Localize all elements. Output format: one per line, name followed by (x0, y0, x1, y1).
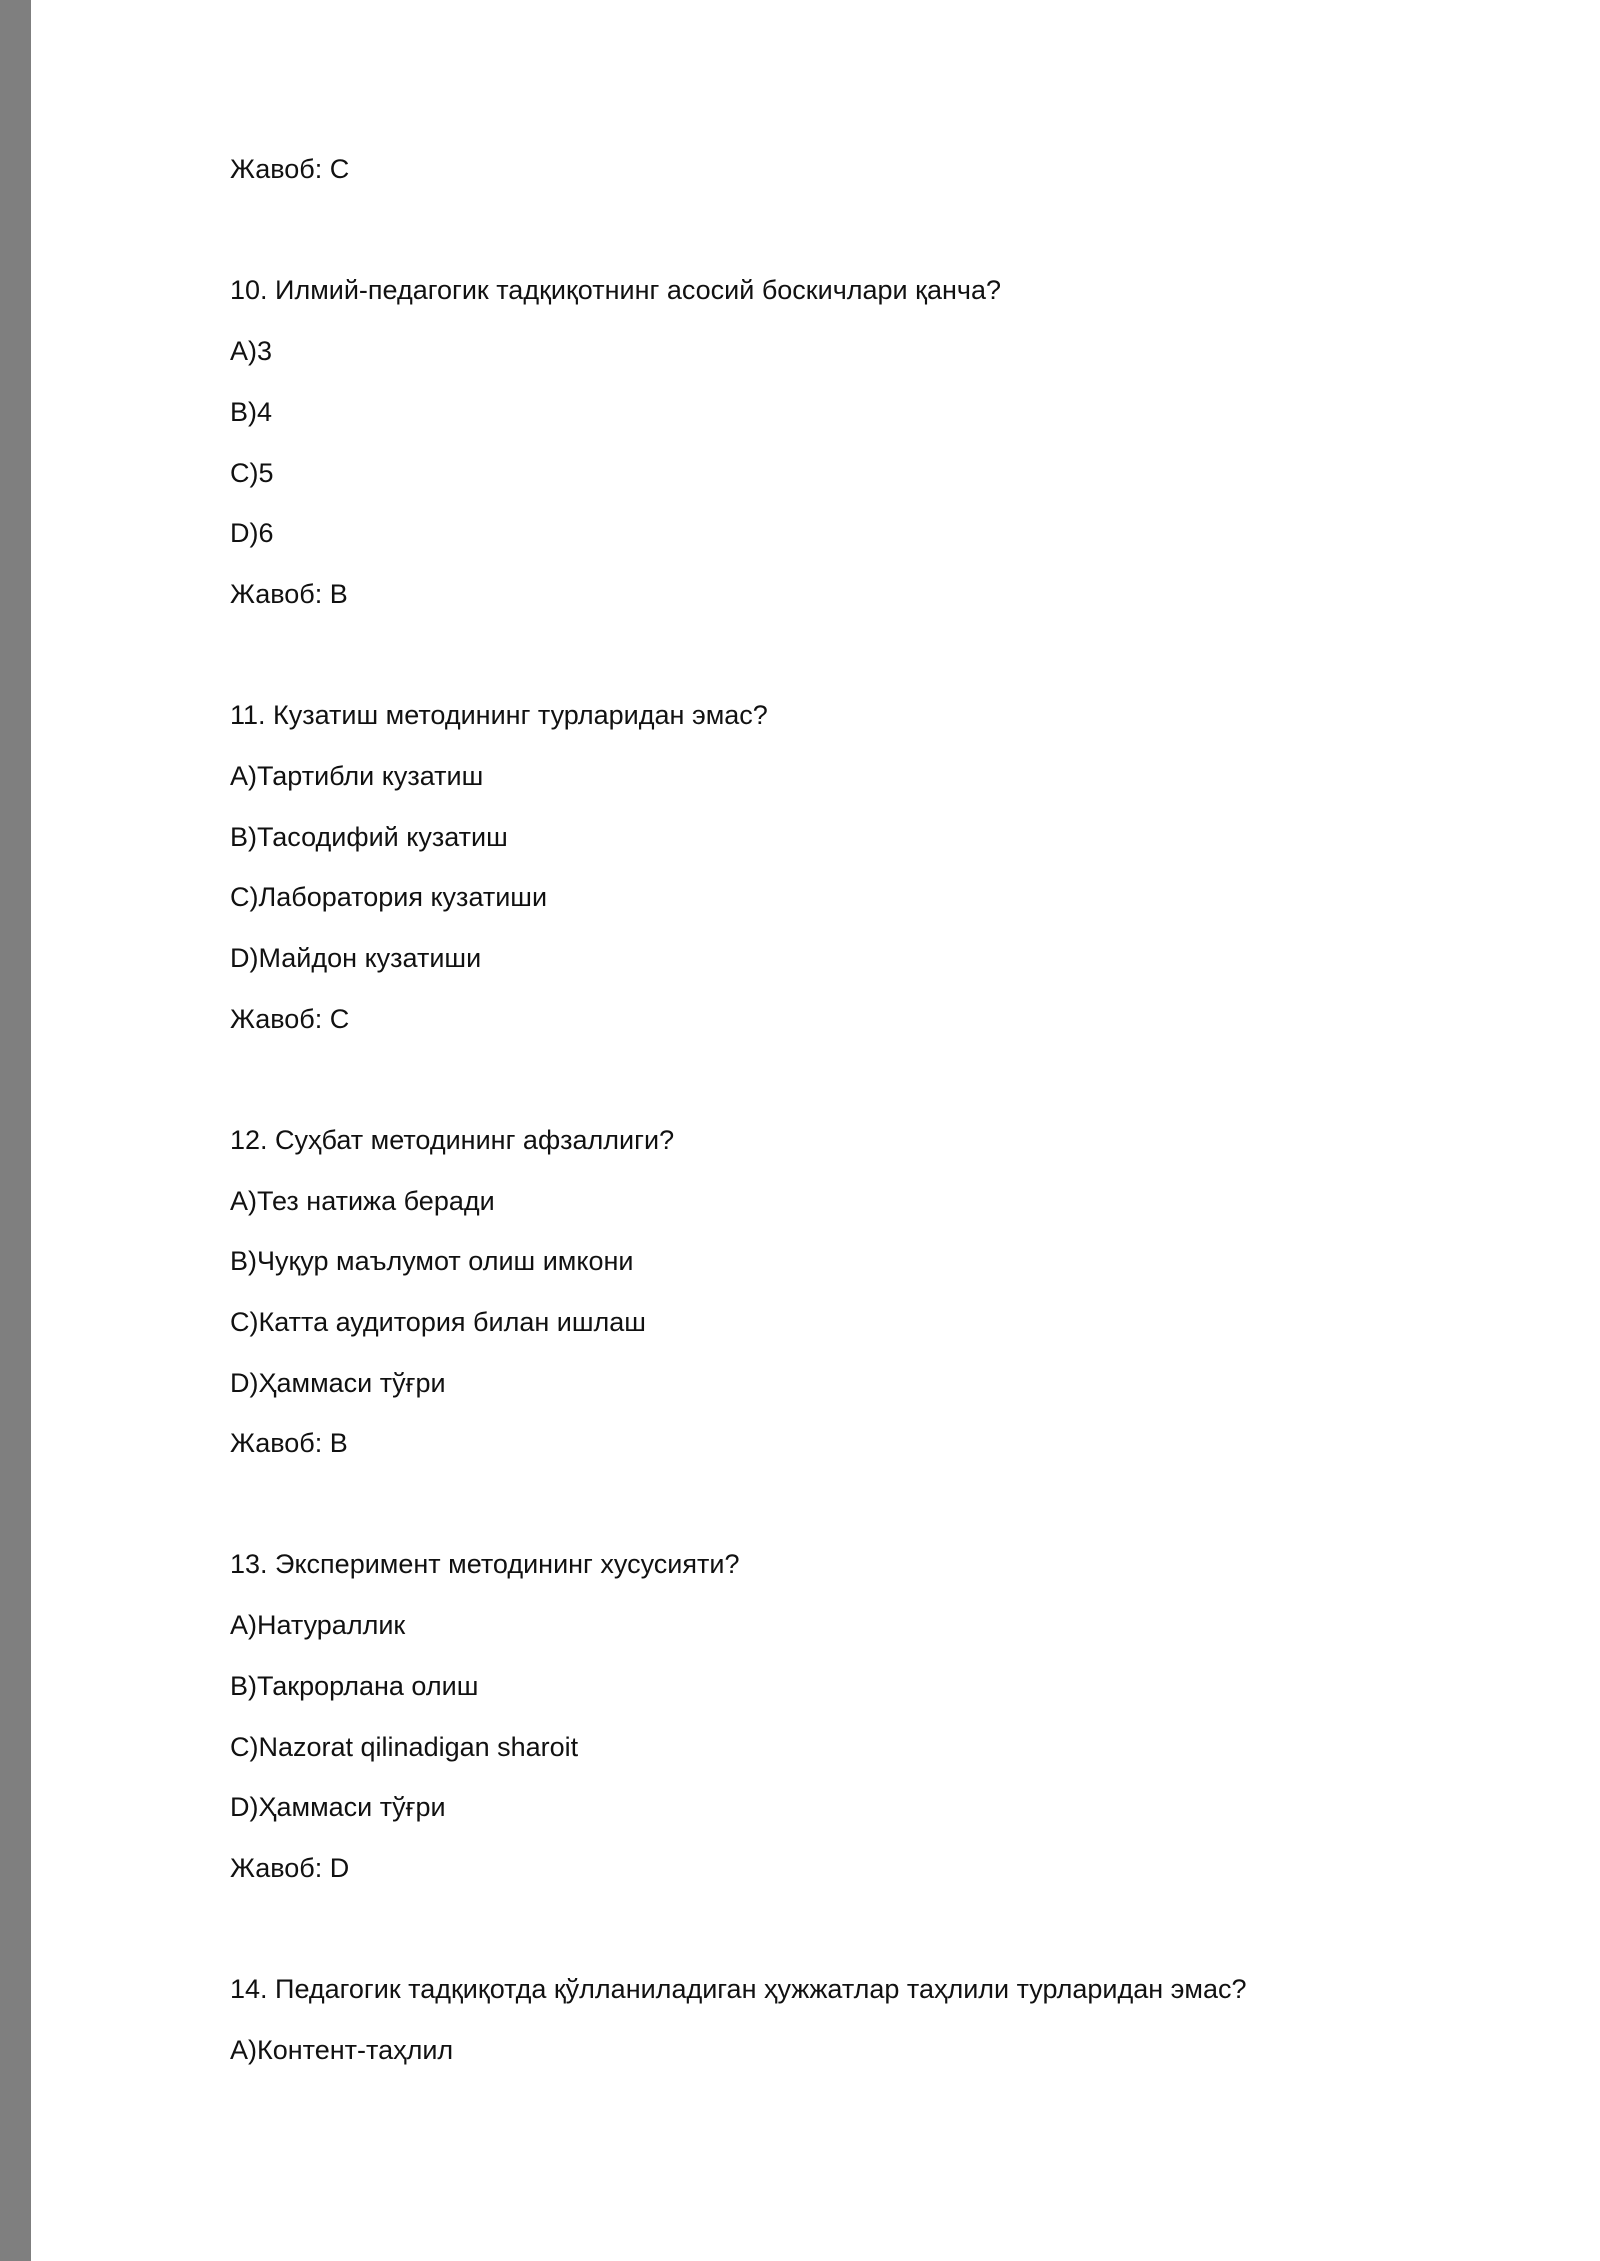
option-line: B)4 (230, 397, 273, 427)
option-line: B)Такрорлана олиш (230, 1671, 479, 1701)
answer-line: Жавоб: B (230, 579, 348, 609)
option-line: C)Nazorat qilinadigan sharoit (230, 1732, 579, 1762)
answer-line: Жавоб: D (230, 1853, 350, 1883)
left-margin-bar (0, 0, 31, 2261)
option-line: D)Майдон кузатиши (230, 943, 482, 973)
option-line: C)Лаборатория кузатиши (230, 882, 548, 912)
document-page (230, 0, 1530, 2261)
option-line: B)Чуқур маълумот олиш имкони (230, 1246, 634, 1276)
option-line: A)Контент-таҳлил (230, 2035, 454, 2065)
answer-line: Жавоб: B (230, 1428, 348, 1458)
option-line: A)3 (230, 336, 273, 366)
answer-line: Жавоб: C (230, 154, 350, 184)
option-line: B)Тасодифий кузатиш (230, 822, 508, 852)
question-text: 12. Суҳбат методининг афзаллиги? (230, 1125, 675, 1155)
option-line: A)Тартибли кузатиш (230, 761, 484, 791)
option-line: D)Ҳаммаси тўғри (230, 1792, 446, 1822)
question-text: 13. Эксперимент методининг хусусияти? (230, 1549, 740, 1579)
answer-line: Жавоб: C (230, 1004, 350, 1034)
question-text: 10. Илмий-педагогик тадқиқотнинг асосий боскичлари қанча? (230, 275, 1001, 305)
option-line: D)6 (230, 518, 274, 548)
option-line: A)Натураллик (230, 1610, 406, 1640)
question-text: 14. Педагогик тадқиқотда қўлланиладиган ҳужжатлар таҳлили турларидан эмас? (230, 1974, 1247, 2004)
question-text: 11. Кузатиш методининг турларидан эмас? (230, 700, 768, 730)
option-line: C)5 (230, 458, 274, 488)
option-line: D)Ҳаммаси тўғри (230, 1368, 446, 1398)
option-line: C)Катта аудитория билан ишлаш (230, 1307, 646, 1337)
option-line: A)Тез натижа беради (230, 1186, 495, 1216)
